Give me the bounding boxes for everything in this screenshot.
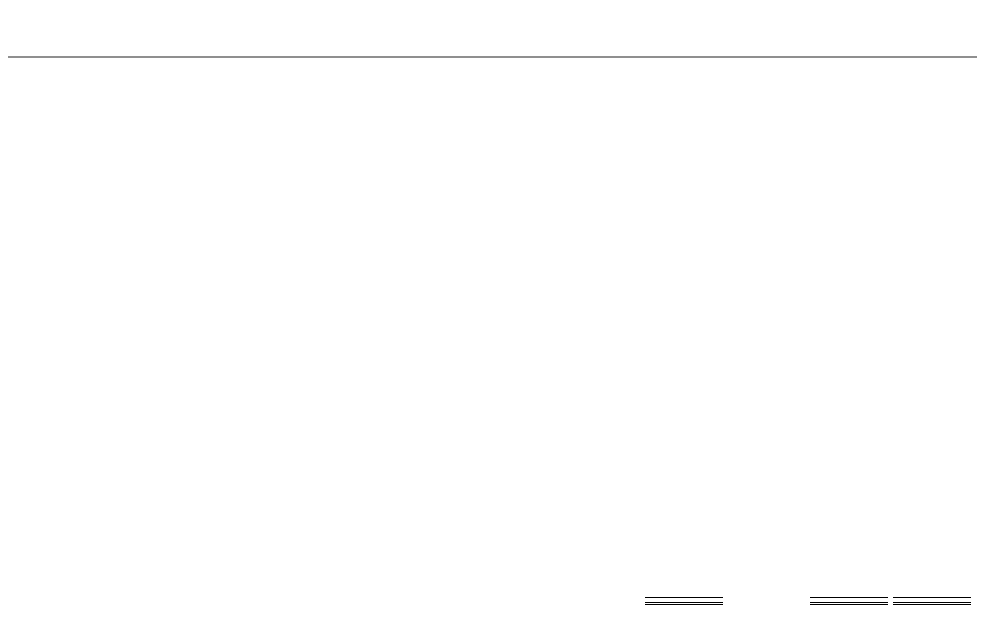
report-total-sugg-disc: [893, 597, 971, 605]
report-total-balance: [810, 597, 888, 605]
column-header-row: [0, 72, 985, 88]
report-total-invoice-amt: [645, 597, 723, 605]
report-footer: [0, 599, 985, 627]
header-divider: [8, 56, 977, 58]
